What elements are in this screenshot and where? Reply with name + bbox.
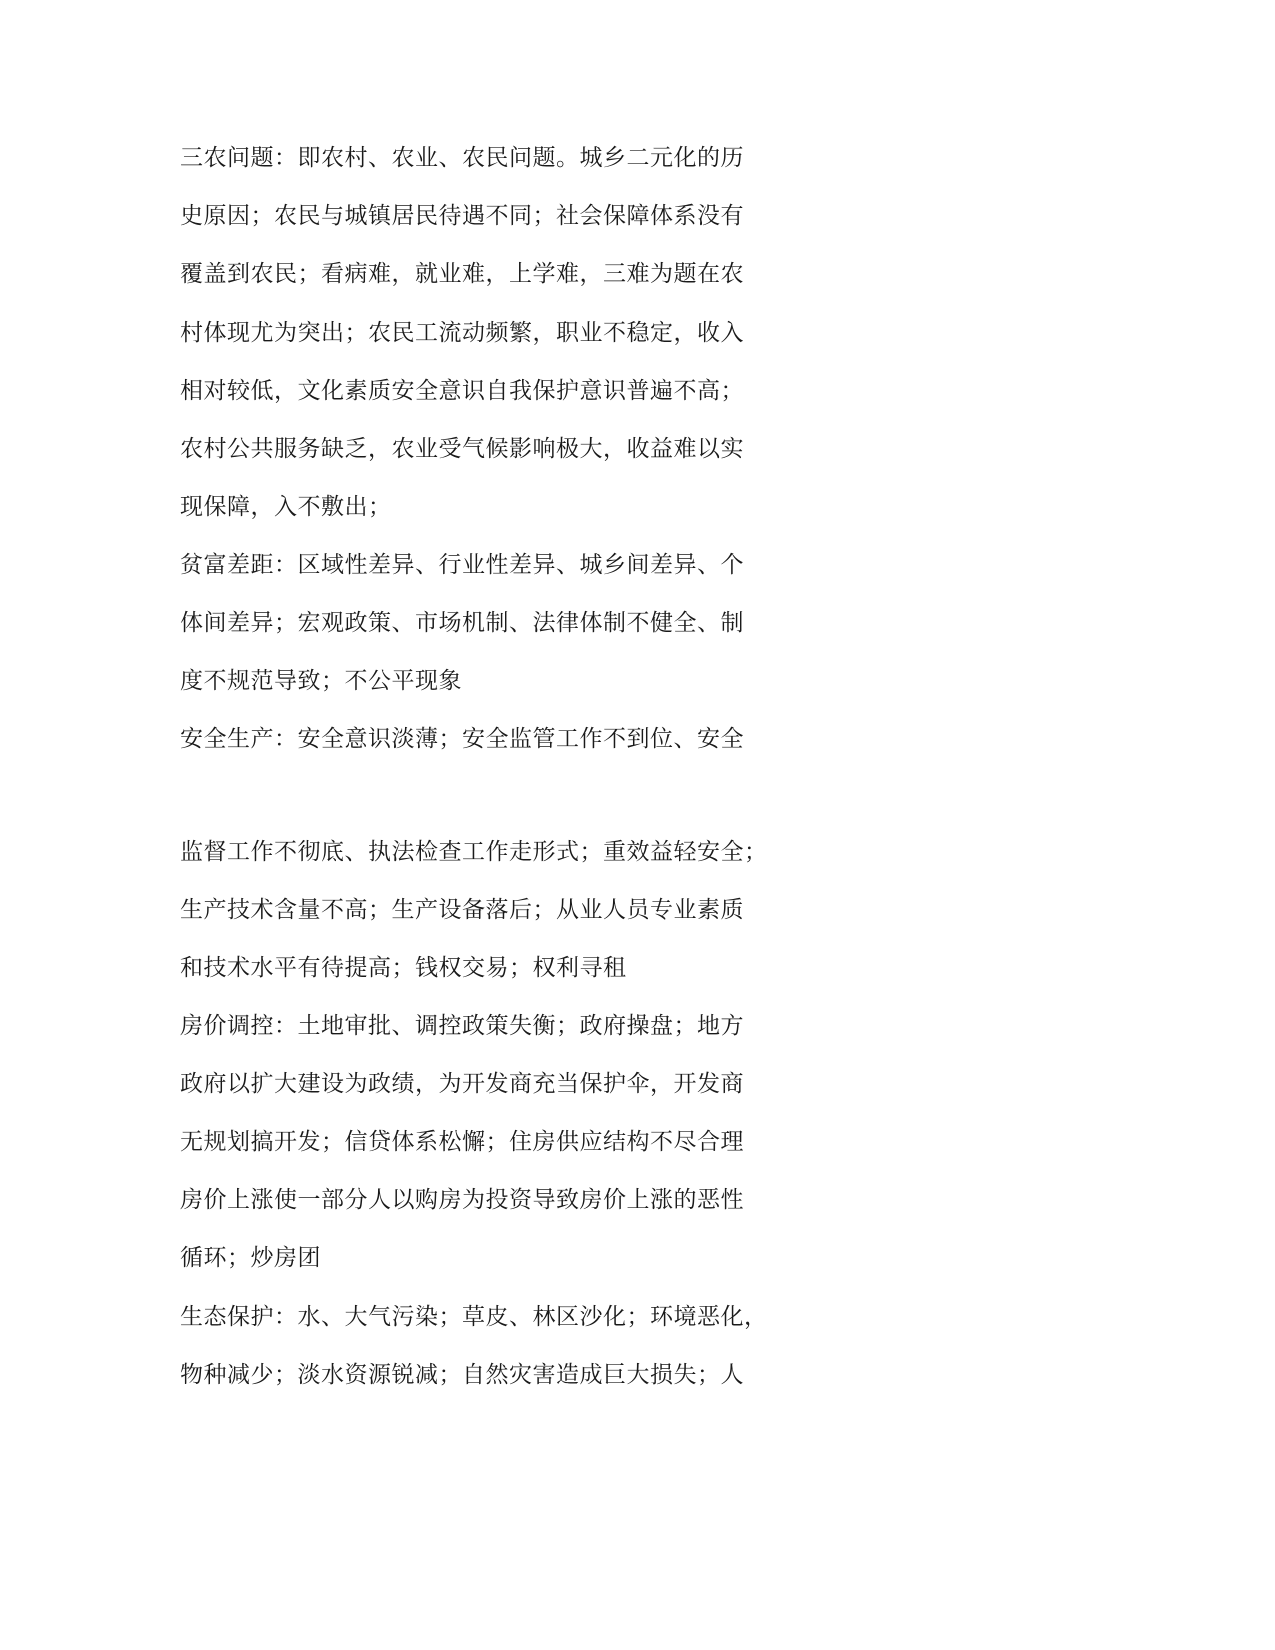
text-line: 现保障，入不敷出；	[180, 494, 392, 520]
text-line: 生产技术含量不高；生产设备落后；从业人员专业素质	[180, 897, 744, 923]
text-line: 史原因；农民与城镇居民待遇不同；社会保障体系没有	[180, 203, 744, 229]
text-line: 物种减少；淡水资源锐减；自然灾害造成巨大损失；人	[180, 1362, 744, 1388]
text-line: 农村公共服务缺乏，农业受气候影响极大，收益难以实	[180, 436, 744, 462]
text-line: 政府以扩大建设为政绩，为开发商充当保护伞，开发商	[180, 1071, 744, 1097]
text-line: 安全生产：安全意识淡薄；安全监管工作不到位、安全	[180, 726, 744, 752]
text-line: 房价调控：土地审批、调控政策失衡；政府操盘；地方	[180, 1013, 744, 1039]
text-line: 体间差异；宏观政策、市场机制、法律体制不健全、制	[180, 610, 744, 636]
text-line: 循环；炒房团	[180, 1245, 321, 1271]
text-line: 相对较低，文化素质安全意识自我保护意识普遍不高；	[180, 378, 744, 404]
text-line: 监督工作不彻底、执法检查工作走形式；重效益轻安全；	[180, 839, 768, 865]
text-line: 三农问题：即农村、农业、农民问题。城乡二元化的历	[180, 145, 744, 171]
text-line: 无规划搞开发；信贷体系松懈；住房供应结构不尽合理	[180, 1129, 744, 1155]
text-line: 度不规范导致；不公平现象	[180, 668, 462, 694]
text-line: 生态保护：水、大气污染；草皮、林区沙化；环境恶化，	[180, 1304, 768, 1330]
text-line: 贫富差距：区域性差异、行业性差异、城乡间差异、个	[180, 552, 744, 578]
text-line: 房价上涨使一部分人以购房为投资导致房价上涨的恶性	[180, 1187, 744, 1213]
text-line: 覆盖到农民；看病难，就业难，上学难，三难为题在农	[180, 261, 744, 287]
text-line: 和技术水平有待提高；钱权交易；权利寻租	[180, 955, 627, 981]
text-line: 村体现尤为突出；农民工流动频繁，职业不稳定，收入	[180, 320, 744, 346]
